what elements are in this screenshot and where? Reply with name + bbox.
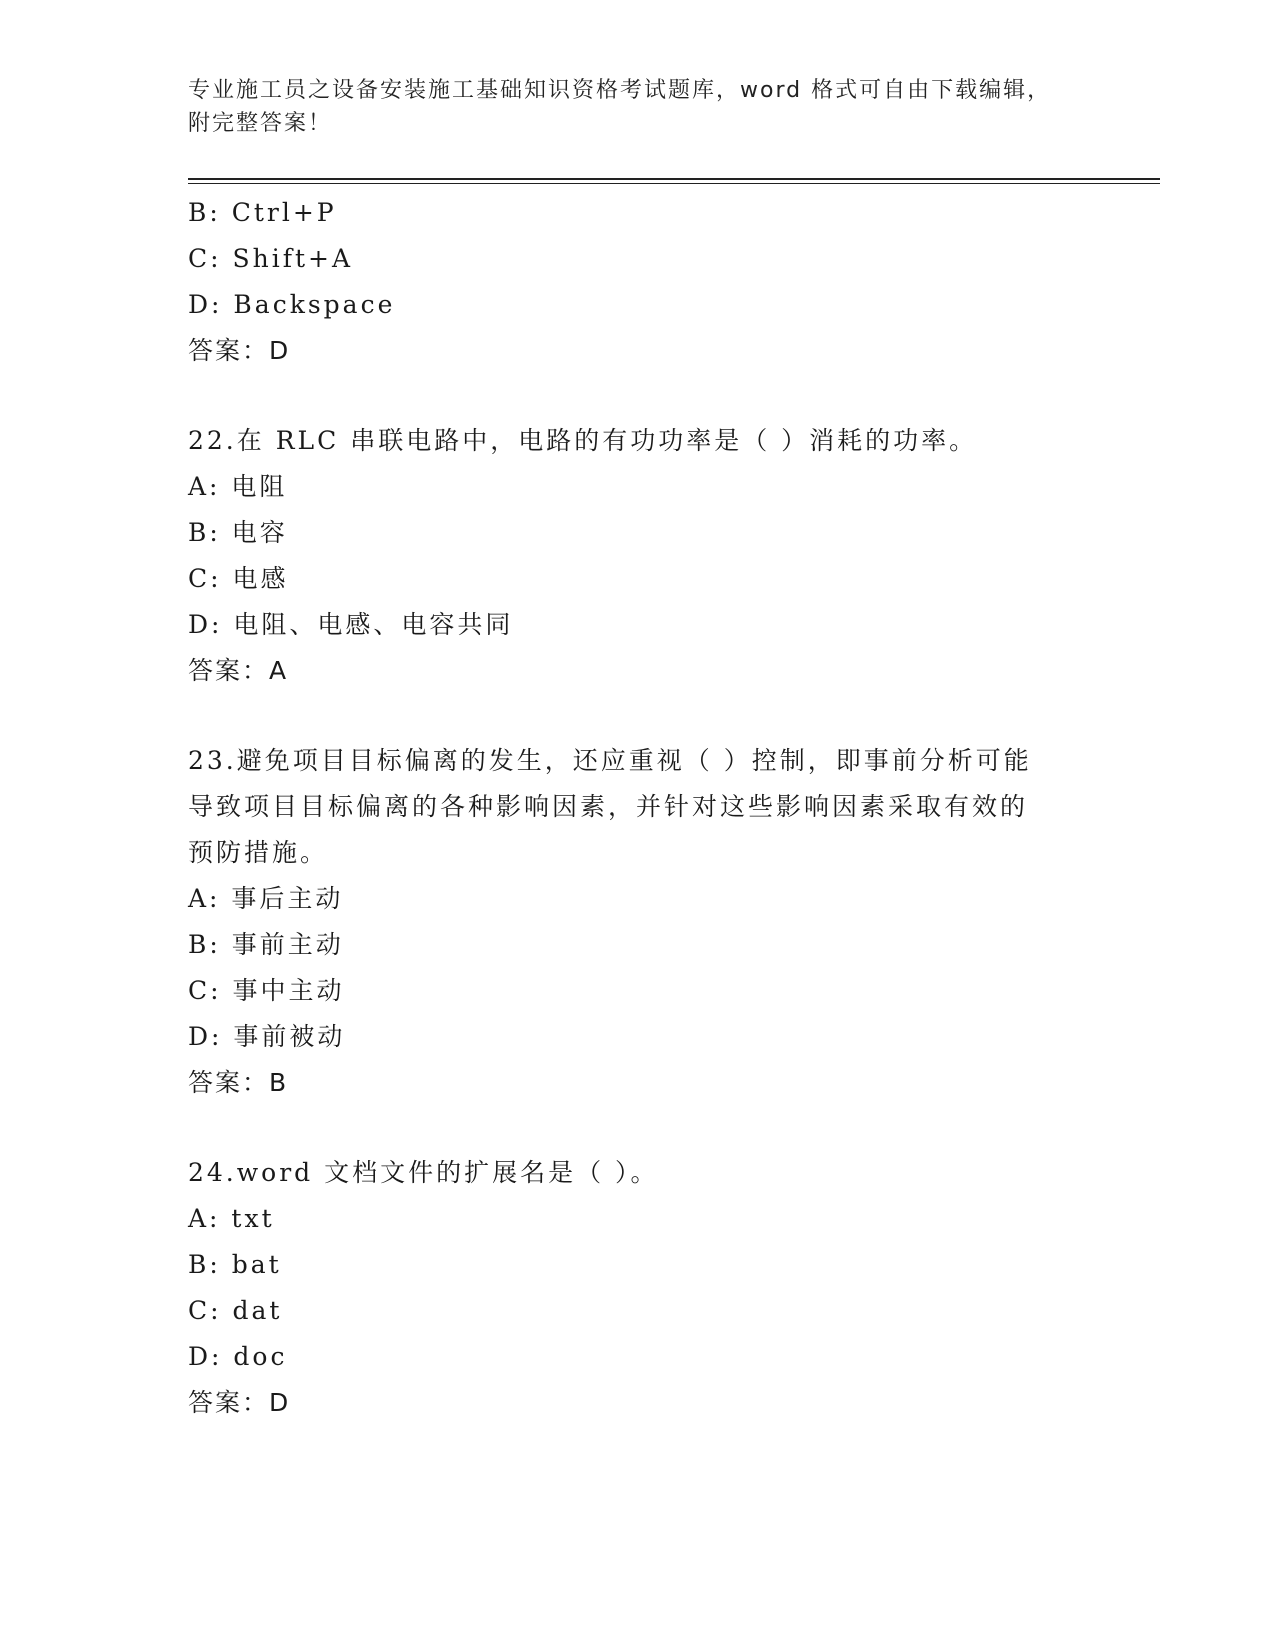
option-b: B: 事前主动 — [188, 930, 344, 959]
option-d: D: Backspace — [188, 290, 396, 319]
option-b: B: bat — [188, 1250, 282, 1279]
option-c: C: 事中主动 — [188, 976, 345, 1005]
answer-line: 答案：D — [188, 1388, 291, 1417]
option-c: C: Shift+A — [188, 244, 354, 273]
header-line-1: 专业施工员之设备安装施工基础知识资格考试题库，word 格式可自由下载编辑， — [188, 78, 1052, 103]
question-text-line-3: 预防措施。 — [188, 838, 329, 867]
question-24 — [188, 1150, 1088, 1426]
question-text-line-1: 23.避免项目目标偏离的发生，还应重视（ ）控制，即事前分析可能 — [188, 746, 1032, 775]
option-d: D: doc — [188, 1342, 288, 1371]
option-c: C: dat — [188, 1296, 283, 1325]
question-21-tail — [188, 190, 1088, 374]
header-line-2: 附完整答案！ — [188, 111, 333, 136]
document-header — [188, 74, 1068, 140]
answer-line: 答案：B — [188, 1068, 289, 1097]
header-divider-thick — [188, 178, 1160, 180]
question-22 — [188, 418, 1088, 694]
header-divider-thin — [188, 183, 1160, 184]
option-d: D: 电阻、电感、电容共同 — [188, 610, 514, 639]
option-c: C: 电感 — [188, 564, 289, 593]
option-b: B: Ctrl+P — [188, 198, 337, 227]
question-text-line-2: 导致项目目标偏离的各种影响因素，并针对这些影响因素采取有效的 — [188, 792, 1029, 821]
option-a: A: 事后主动 — [188, 884, 344, 913]
document-body — [188, 190, 1088, 1426]
option-b: B: 电容 — [188, 518, 288, 547]
question-text: 22.在 RLC 串联电路中，电路的有功功率是（ ）消耗的功率。 — [188, 426, 978, 455]
option-a: A: 电阻 — [188, 472, 288, 501]
question-text: 24.word 文档文件的扩展名是（ ）。 — [188, 1158, 659, 1187]
answer-line: 答案：A — [188, 656, 289, 685]
option-a: A: txt — [188, 1204, 275, 1233]
option-d: D: 事前被动 — [188, 1022, 346, 1051]
question-23 — [188, 738, 1088, 1106]
answer-line: 答案：D — [188, 336, 291, 365]
